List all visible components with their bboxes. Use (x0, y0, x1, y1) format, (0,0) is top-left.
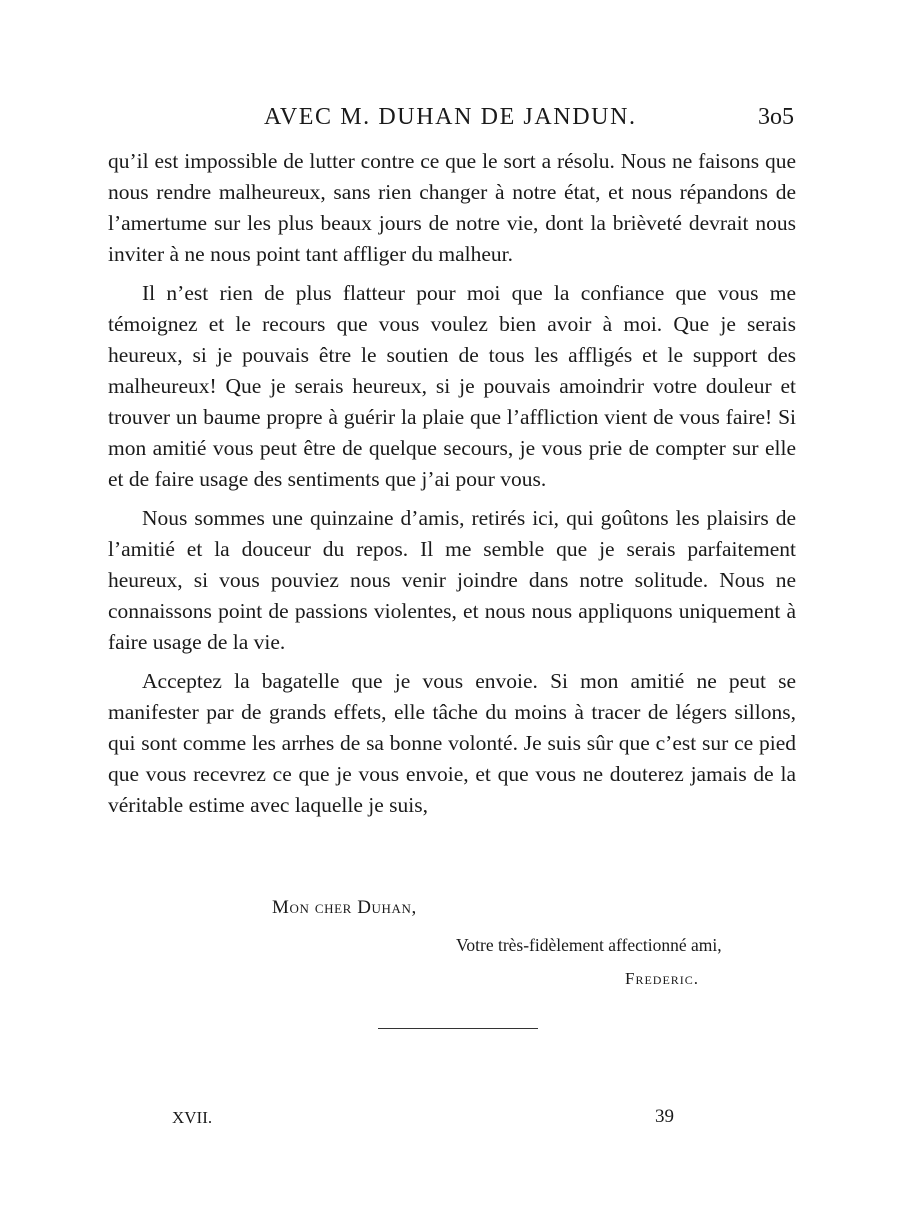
section-divider (378, 1028, 538, 1029)
paragraph-2: Il n’est rien de plus flatteur pour moi que la confiance que vous me témoignez et le recours que vous voulez bien avoir à moi. Que je serais heureux, si je pouvais être le soutien de tous les affligés et le support des malheureux! Que je serais heureux, si je pouvais amoindrir votre douleur et trouver un baume propre à guérir la plaie que l’affliction vient de vous faire! Si mon amitié vous peut être de quelque secours, je vous prie de compter sur elle et de faire usage des sentiments que j’ai pour vous. (108, 281, 796, 491)
paragraph-4: Acceptez la bagatelle que je vous envoie. Si mon amitié ne peut se manifester par de grands effets, elle tâche du moins à tracer de légers sillons, qui sont comme les arrhes de sa bonne volonté. Je suis sûr que c’est sur ce pied que vous recevrez ce que je vous envoie, et que vous ne douterez jamais de la véritable estime avec laquelle je suis, (108, 669, 796, 817)
valediction: Votre très-fidèlement affectionné ami, (456, 935, 722, 955)
letter-body (108, 146, 796, 829)
running-title: AVEC M. DUHAN DE JANDUN. (264, 104, 637, 130)
sheet-number: 39 (655, 1106, 674, 1127)
volume-signature: XVII. (172, 1108, 213, 1127)
running-head (0, 104, 900, 138)
paragraph-3: Nous sommes une quinzaine d’amis, retirés ici, qui goûtons les plaisirs de l’amitié et la douceur du repos. Il me semble que je serais parfaitement heureux, si vous pouviez nous venir joindre dans notre solitude. Nous ne connaissons point de passions violentes, et nous nous appliquons uniquement à faire usage de la vie. (108, 506, 796, 654)
page-number: 3o5 (758, 104, 794, 130)
paragraph-1: qu’il est impossible de lutter contre ce que le sort a résolu. Nous ne faisons que nous rendre malheureux, sans rien changer à notre état, et nous répandons de l’amertume sur les plus beaux jours de notre vie, dont la brièveté devrait nous inviter à ne nous point tant affliger du malheur. (108, 149, 796, 266)
signature: Frederic. (625, 969, 700, 988)
salutation: Mon cher Duhan, (272, 897, 417, 918)
